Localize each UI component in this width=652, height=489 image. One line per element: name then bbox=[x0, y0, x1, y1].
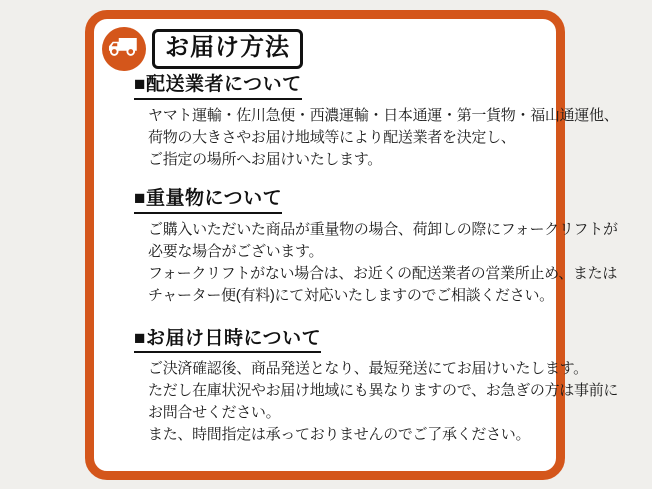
section-line: 荷物の大きさやお届け地域等により配送業者を決定し、 bbox=[148, 128, 516, 146]
section-heading: ■お届け日時について bbox=[134, 327, 321, 354]
section-body bbox=[148, 358, 619, 446]
section-line: お問合せください。 bbox=[148, 404, 281, 422]
section-line: ご決済確認後、商品発送となり、最短発送にてお届けいたします。 bbox=[148, 360, 588, 378]
section-delivery-datetime bbox=[134, 327, 619, 447]
section-heading: ■配送業者について bbox=[134, 73, 302, 100]
section-line: ご指定の場所へお届けいたします。 bbox=[148, 150, 383, 168]
section-line: ヤマト運輸・佐川急便・西濃運輸・日本通運・第一貨物・福山通運他、 bbox=[148, 106, 619, 124]
truck-badge bbox=[102, 27, 146, 71]
section-line: 必要な場合がございます。 bbox=[148, 242, 324, 260]
panel-header bbox=[102, 27, 556, 71]
section-delivery-carriers bbox=[134, 73, 619, 171]
section-body bbox=[148, 105, 619, 171]
section-line: フォークリフトがない場合は、お近くの配送業者の営業所止め、または bbox=[148, 264, 618, 282]
delivery-info-panel bbox=[85, 10, 619, 480]
section-line: また、時間指定は承っておりませんのでご了承ください。 bbox=[148, 426, 531, 444]
section-line: ただし在庫状況やお届け地域にも異なりますので、お急ぎの方は事前に bbox=[148, 382, 619, 400]
section-body bbox=[148, 219, 618, 307]
section-line: ご購入いただいた商品が重量物の場合、荷卸しの際にフォークリフトが bbox=[148, 220, 618, 238]
section-heavy-items bbox=[134, 187, 618, 307]
section-heading: ■重量物について bbox=[134, 187, 282, 214]
truck-icon bbox=[106, 29, 142, 70]
panel-title: お届け方法 bbox=[152, 29, 303, 70]
section-line: チャーター便(有料)にて対応いたしますのでご相談ください。 bbox=[148, 286, 554, 304]
